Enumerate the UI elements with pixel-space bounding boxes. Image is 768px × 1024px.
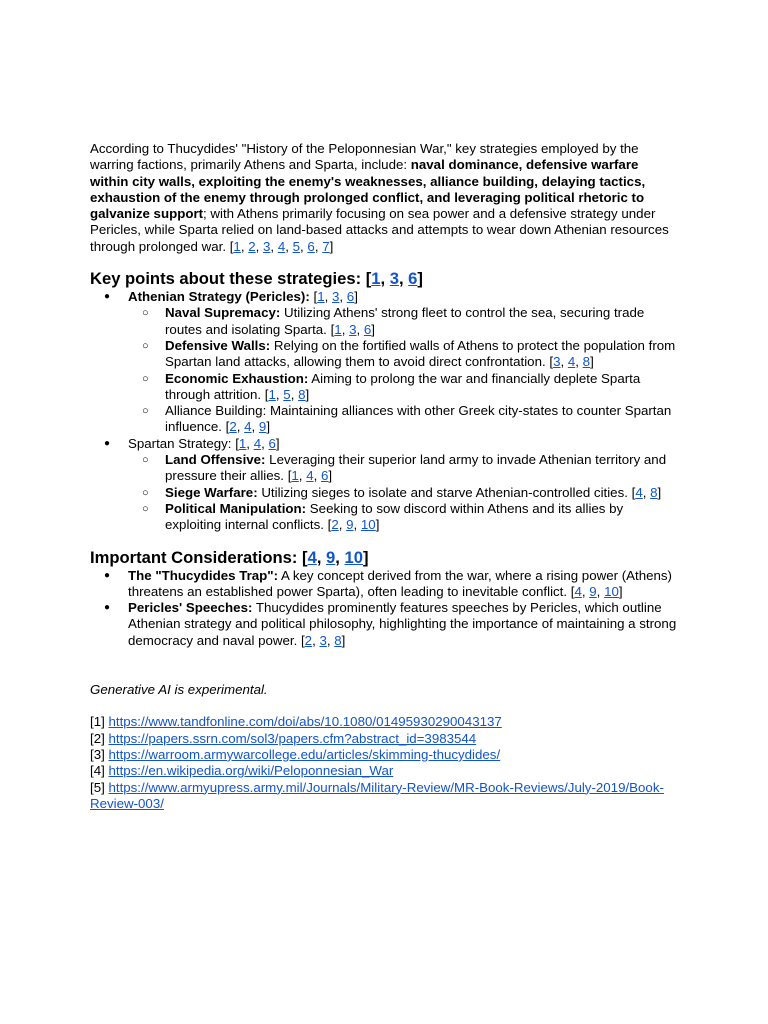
- citation-group: [1, 3, 6]: [313, 289, 358, 305]
- citation-group: [2, 3, 8]: [300, 632, 346, 648]
- citation-link-1[interactable]: 1: [238, 435, 247, 451]
- spartan-strategy-label: Spartan Strategy:: [128, 435, 236, 451]
- citation-link-3[interactable]: 3: [389, 269, 399, 289]
- citation-link-9[interactable]: 9: [589, 583, 597, 599]
- list-item: [128, 403, 680, 436]
- citation-link-2[interactable]: 2: [331, 517, 339, 533]
- citation-link-4[interactable]: 4: [277, 238, 286, 254]
- citation-group: [1, 4, 6]: [235, 435, 280, 451]
- citation-group: [2, 4, 9]: [225, 419, 271, 435]
- reference-item: [90, 780, 680, 813]
- item-text: Utilizing Athens' strong fleet to control the sea, securing trade routes and isolating Sparta.: [165, 305, 645, 337]
- intro-text-after: ; with Athens primarily focusing on sea power and a defensive strategy under Pericles, while Sparta relied on land-based attacks and attempts to wear down Athenian resources through prolonged war.: [90, 206, 669, 254]
- item-text: Seeking to sow discord within Athens and its allies by exploiting internal conflicts.: [165, 500, 624, 533]
- citation-group: [1, 2, 3, 4, 5, 6, 7]: [229, 238, 334, 254]
- ai-disclaimer: Generative AI is experimental.: [90, 682, 268, 698]
- citation-link-9[interactable]: 9: [346, 517, 354, 533]
- intro-bold-text: naval dominance, defensive warfare within city walls, exploiting the enemy's weaknesses, alliance building, delaying tactics, exhaustion of the enemy through prolonged conflict, and leveraging political rhetoric to galvanize support: [90, 157, 646, 222]
- heading-text: Key points about these strategies:: [90, 269, 366, 289]
- item-label: The "Thucydides Trap":: [128, 567, 279, 583]
- item-text: Relying on the fortified walls of Athens to protect the population from Spartan land attacks, allowing them to avoid direct confrontation.: [165, 337, 676, 370]
- citation-link-1[interactable]: 1: [291, 468, 299, 484]
- reference-item: [90, 714, 680, 730]
- list-item: [128, 371, 680, 404]
- citation-link-3[interactable]: 3: [553, 354, 561, 370]
- citation-link-4[interactable]: 4: [307, 547, 317, 567]
- list-item: [128, 501, 680, 534]
- citation-link-3[interactable]: 3: [349, 321, 357, 337]
- list-item: [90, 600, 680, 649]
- item-label: Political Manipulation:: [165, 500, 307, 516]
- citation-link-4[interactable]: 4: [567, 354, 576, 370]
- item-text: Alliance Building: Maintaining alliances with other Greek city-states to counter Spartan influence.: [165, 403, 672, 435]
- citation-link-5[interactable]: 5: [283, 386, 291, 402]
- key-points-heading: [90, 269, 680, 289]
- citation-group: [1, 3, 6]: [365, 269, 423, 289]
- citation-group: [4, 9, 10]: [302, 547, 369, 567]
- citation-link-6[interactable]: 6: [346, 289, 355, 305]
- citation-link-10[interactable]: 10: [604, 583, 619, 599]
- reference-number: [1]: [90, 714, 109, 730]
- reference-link[interactable]: https://warroom.armywarcollege.edu/articles/skimming-thucydides/: [108, 746, 501, 762]
- citation-link-10[interactable]: 10: [360, 517, 376, 533]
- list-item: [90, 568, 680, 601]
- citation-group: [4, 8]: [631, 484, 662, 500]
- spartan-strategy-item: [90, 436, 680, 534]
- list-item: [128, 305, 680, 338]
- citation-group: [1, 5, 8]: [264, 386, 310, 402]
- citation-group: [1, 3, 6]: [330, 321, 375, 337]
- intro-paragraph: [90, 141, 680, 255]
- heading-text: Important Considerations:: [90, 547, 303, 567]
- citation-group: [4, 9, 10]: [570, 583, 623, 599]
- item-label: Pericles' Speeches:: [128, 600, 253, 616]
- spartan-substrategy-list: [128, 452, 680, 533]
- citation-link-5[interactable]: 5: [292, 238, 301, 254]
- citation-link-2[interactable]: 2: [304, 632, 313, 648]
- citation-link-3[interactable]: 3: [331, 289, 340, 305]
- citation-link-4[interactable]: 4: [306, 468, 314, 484]
- item-text: A key concept derived from the war, where a rising power (Athens) threatens an established power Sparta), often leading to inevitable conflict.: [128, 567, 672, 599]
- item-text: Thucydides prominently features speeches by Pericles, which outline Athenian strategy and political philosophy, highlighting the importance of maintaining a strong democracy and naval power.: [128, 600, 677, 648]
- citation-link-2[interactable]: 2: [229, 419, 237, 435]
- citation-link-1[interactable]: 1: [317, 289, 325, 305]
- intro-text: According to Thucydides' "History of the Peloponnesian War," key strategies employed by the warring factions, primarily Athens and Sparta, include:: [90, 141, 639, 173]
- item-label: Economic Exhaustion:: [165, 370, 309, 386]
- citation-link-6[interactable]: 6: [363, 321, 372, 337]
- citation-link-6[interactable]: 6: [307, 238, 315, 254]
- list-item: [128, 485, 680, 501]
- citation-link-4[interactable]: 4: [253, 435, 262, 451]
- athenian-strategy-list: [90, 289, 680, 436]
- reference-link[interactable]: https://www.armyupress.army.mil/Journals/Military-Review/MR-Book-Reviews/July-2019/Book-Review-003/: [90, 779, 664, 811]
- citation-link-4[interactable]: 4: [574, 583, 582, 599]
- important-considerations-heading: [90, 548, 680, 568]
- document-body: [90, 141, 680, 812]
- citation-link-1[interactable]: 1: [233, 238, 241, 254]
- reference-number: [2]: [90, 730, 109, 746]
- citation-link-9[interactable]: 9: [258, 419, 267, 435]
- citation-link-3[interactable]: 3: [319, 632, 327, 648]
- athenian-strategy-item: [90, 289, 680, 436]
- citation-group: [2, 9, 10]: [327, 517, 380, 533]
- athenian-strategy-label: Athenian Strategy (Pericles):: [128, 289, 310, 305]
- references-list: [90, 714, 680, 812]
- reference-number: [3]: [90, 746, 109, 762]
- citation-link-10[interactable]: 10: [344, 547, 363, 567]
- citation-link-8[interactable]: 8: [334, 632, 342, 648]
- reference-number: [5]: [90, 779, 109, 795]
- item-text: Aiming to prolong the war and financially deplete Sparta through attrition.: [165, 370, 641, 402]
- citation-link-7[interactable]: 7: [322, 238, 330, 254]
- considerations-list: [90, 568, 680, 649]
- citation-link-9[interactable]: 9: [326, 547, 336, 567]
- reference-item: [90, 747, 680, 763]
- reference-item: [90, 731, 680, 747]
- citation-link-6[interactable]: 6: [268, 435, 276, 451]
- athenian-substrategy-list: [128, 305, 680, 435]
- citation-link-8[interactable]: 8: [650, 484, 658, 500]
- list-item: [128, 452, 680, 485]
- reference-link[interactable]: https://en.wikipedia.org/wiki/Peloponnesian_War: [108, 763, 394, 779]
- citation-link-6[interactable]: 6: [320, 468, 329, 484]
- reference-link[interactable]: https://papers.ssrn.com/sol3/papers.cfm?abstract_id=3983544: [108, 730, 477, 746]
- item-label: Naval Supremacy:: [165, 305, 281, 321]
- citation-link-8[interactable]: 8: [298, 386, 306, 402]
- reference-link[interactable]: https://www.tandfonline.com/doi/abs/10.1080/01495930290043137: [108, 714, 502, 730]
- citation-link-1[interactable]: 1: [371, 269, 381, 289]
- citation-link-3[interactable]: 3: [263, 238, 271, 254]
- citation-link-4[interactable]: 4: [635, 484, 643, 500]
- citation-group: [1, 4, 6]: [287, 468, 333, 484]
- item-text: Utilizing sieges to isolate and starve Athenian-controlled cities.: [257, 484, 632, 500]
- list-item: [128, 338, 680, 371]
- citation-group: [3, 4, 8]: [549, 354, 594, 370]
- spartan-strategy-list: [90, 436, 680, 534]
- item-label: Siege Warfare:: [165, 484, 258, 500]
- citation-link-2[interactable]: 2: [248, 238, 256, 254]
- citation-link-1[interactable]: 1: [268, 386, 276, 402]
- reference-item: [90, 763, 680, 779]
- reference-number: [4]: [90, 763, 109, 779]
- item-text: Leveraging their superior land army to invade Athenian territory and pressure their allies.: [165, 452, 667, 484]
- item-label: Defensive Walls:: [165, 337, 271, 353]
- citation-link-8[interactable]: 8: [582, 354, 591, 370]
- citation-link-6[interactable]: 6: [408, 269, 418, 289]
- citation-link-1[interactable]: 1: [334, 321, 342, 337]
- item-label: Land Offensive:: [165, 452, 266, 468]
- citation-link-4[interactable]: 4: [244, 419, 252, 435]
